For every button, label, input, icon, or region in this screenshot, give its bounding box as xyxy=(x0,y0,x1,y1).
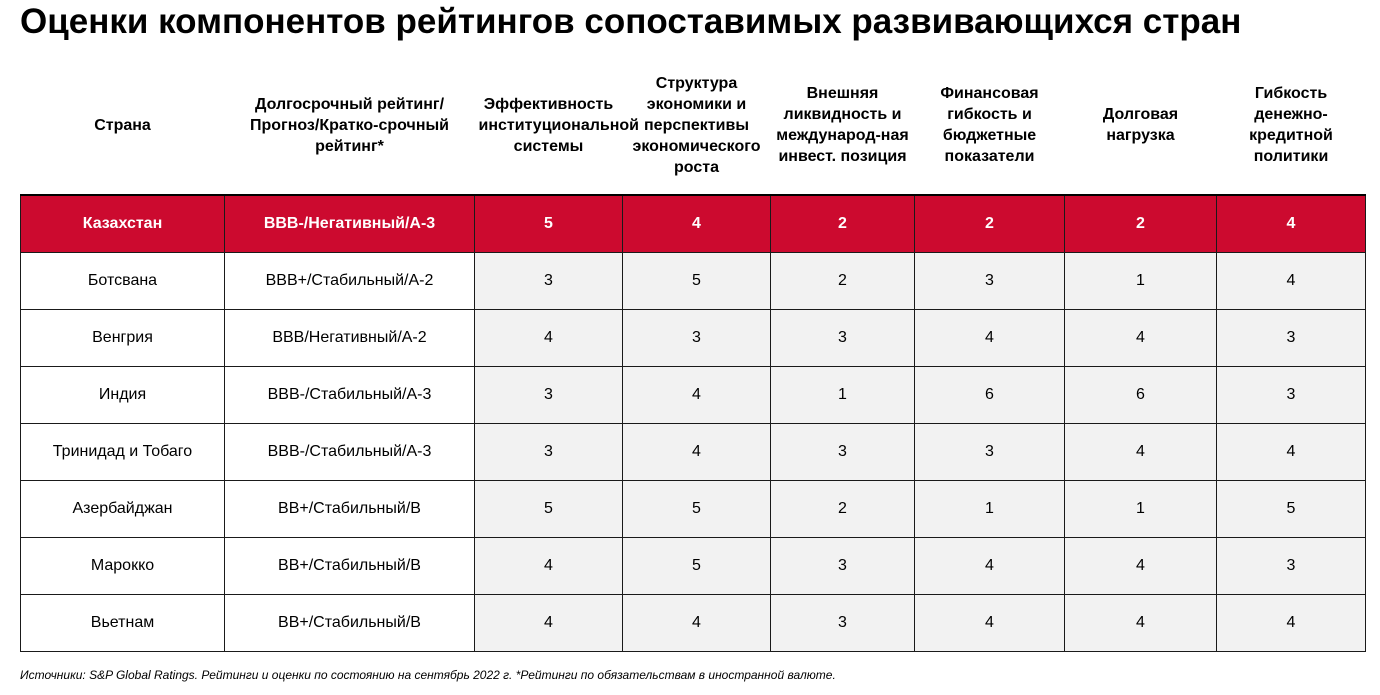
score-cell: 4 xyxy=(623,367,771,424)
score-cell: 2 xyxy=(1065,195,1217,253)
country-cell: Тринидад и Тобаго xyxy=(21,424,225,481)
score-cell: 1 xyxy=(915,481,1065,538)
score-cell: 5 xyxy=(475,481,623,538)
ratings-table xyxy=(20,56,1366,652)
score-cell: 5 xyxy=(1217,481,1366,538)
score-cell: 3 xyxy=(771,595,915,652)
score-cell: 4 xyxy=(1217,595,1366,652)
header-fiscal: Финансовая гибкость и бюджетные показатели xyxy=(915,56,1065,195)
country-cell: Индия xyxy=(21,367,225,424)
score-cell: 2 xyxy=(771,481,915,538)
score-cell: 4 xyxy=(1217,424,1366,481)
score-cell: 2 xyxy=(771,195,915,253)
score-cell: 5 xyxy=(623,481,771,538)
table-header-row xyxy=(21,56,1366,195)
score-cell: 3 xyxy=(771,538,915,595)
header-institutional: Эффективность институциональной системы xyxy=(475,56,623,195)
score-cell: 3 xyxy=(475,424,623,481)
score-cell: 3 xyxy=(475,253,623,310)
score-cell: 4 xyxy=(1065,595,1217,652)
score-cell: 4 xyxy=(1217,195,1366,253)
table-body xyxy=(21,195,1366,652)
footnote: Источники: S&P Global Ratings. Рейтинги и оценки по состоянию на сентябрь 2022 г. *Рейтинги по обязательствам в иностранной валюте. xyxy=(20,668,836,682)
country-cell: Азербайджан xyxy=(21,481,225,538)
header-rating: Долгосрочный рейтинг/Прогноз/Кратко-срочный рейтинг* xyxy=(225,56,475,195)
score-cell: 5 xyxy=(623,253,771,310)
rating-cell: BBB+/Стабильный/A-2 xyxy=(225,253,475,310)
score-cell: 4 xyxy=(475,595,623,652)
score-cell: 3 xyxy=(771,310,915,367)
score-cell: 3 xyxy=(1217,310,1366,367)
table-row xyxy=(21,367,1366,424)
score-cell: 2 xyxy=(771,253,915,310)
table-row xyxy=(21,253,1366,310)
score-cell: 1 xyxy=(1065,253,1217,310)
score-cell: 6 xyxy=(915,367,1065,424)
header-monetary: Гибкость денежно-кредитной политики xyxy=(1217,56,1366,195)
table-row xyxy=(21,310,1366,367)
country-cell: Ботсвана xyxy=(21,253,225,310)
rating-cell: BBB-/Стабильный/A-3 xyxy=(225,367,475,424)
score-cell: 3 xyxy=(915,424,1065,481)
score-cell: 4 xyxy=(915,310,1065,367)
score-cell: 2 xyxy=(915,195,1065,253)
score-cell: 3 xyxy=(475,367,623,424)
score-cell: 4 xyxy=(475,538,623,595)
country-cell: Вьетнам xyxy=(21,595,225,652)
score-cell: 5 xyxy=(475,195,623,253)
score-cell: 1 xyxy=(771,367,915,424)
table-row xyxy=(21,481,1366,538)
score-cell: 4 xyxy=(623,195,771,253)
header-country: Страна xyxy=(21,56,225,195)
score-cell: 4 xyxy=(1065,310,1217,367)
score-cell: 3 xyxy=(1217,367,1366,424)
score-cell: 4 xyxy=(475,310,623,367)
header-economic: Структура экономики и перспективы экономического роста xyxy=(623,56,771,195)
score-cell: 3 xyxy=(1217,538,1366,595)
rating-cell: BBB-/Стабильный/A-3 xyxy=(225,424,475,481)
rating-cell: BB+/Стабильный/B xyxy=(225,481,475,538)
score-cell: 4 xyxy=(623,424,771,481)
score-cell: 4 xyxy=(915,595,1065,652)
score-cell: 3 xyxy=(915,253,1065,310)
page-title: Оценки компонентов рейтингов сопоставимых развивающихся стран xyxy=(20,2,1242,41)
header-external: Внешняя ликвидность и международ-ная инвест. позиция xyxy=(771,56,915,195)
table-row xyxy=(21,195,1366,253)
header-debt: Долговая нагрузка xyxy=(1065,56,1217,195)
score-cell: 4 xyxy=(1065,538,1217,595)
table-row xyxy=(21,424,1366,481)
country-cell: Казахстан xyxy=(21,195,225,253)
rating-cell: BB+/Стабильный/B xyxy=(225,595,475,652)
country-cell: Венгрия xyxy=(21,310,225,367)
score-cell: 1 xyxy=(1065,481,1217,538)
score-cell: 4 xyxy=(623,595,771,652)
score-cell: 4 xyxy=(1065,424,1217,481)
country-cell: Марокко xyxy=(21,538,225,595)
table-row xyxy=(21,538,1366,595)
rating-cell: BBB/Негативный/A-2 xyxy=(225,310,475,367)
score-cell: 5 xyxy=(623,538,771,595)
score-cell: 4 xyxy=(1217,253,1366,310)
table-row xyxy=(21,595,1366,652)
rating-cell: BBB-/Негативный/A-3 xyxy=(225,195,475,253)
rating-cell: BB+/Стабильный/B xyxy=(225,538,475,595)
score-cell: 6 xyxy=(1065,367,1217,424)
score-cell: 3 xyxy=(771,424,915,481)
score-cell: 3 xyxy=(623,310,771,367)
score-cell: 4 xyxy=(915,538,1065,595)
